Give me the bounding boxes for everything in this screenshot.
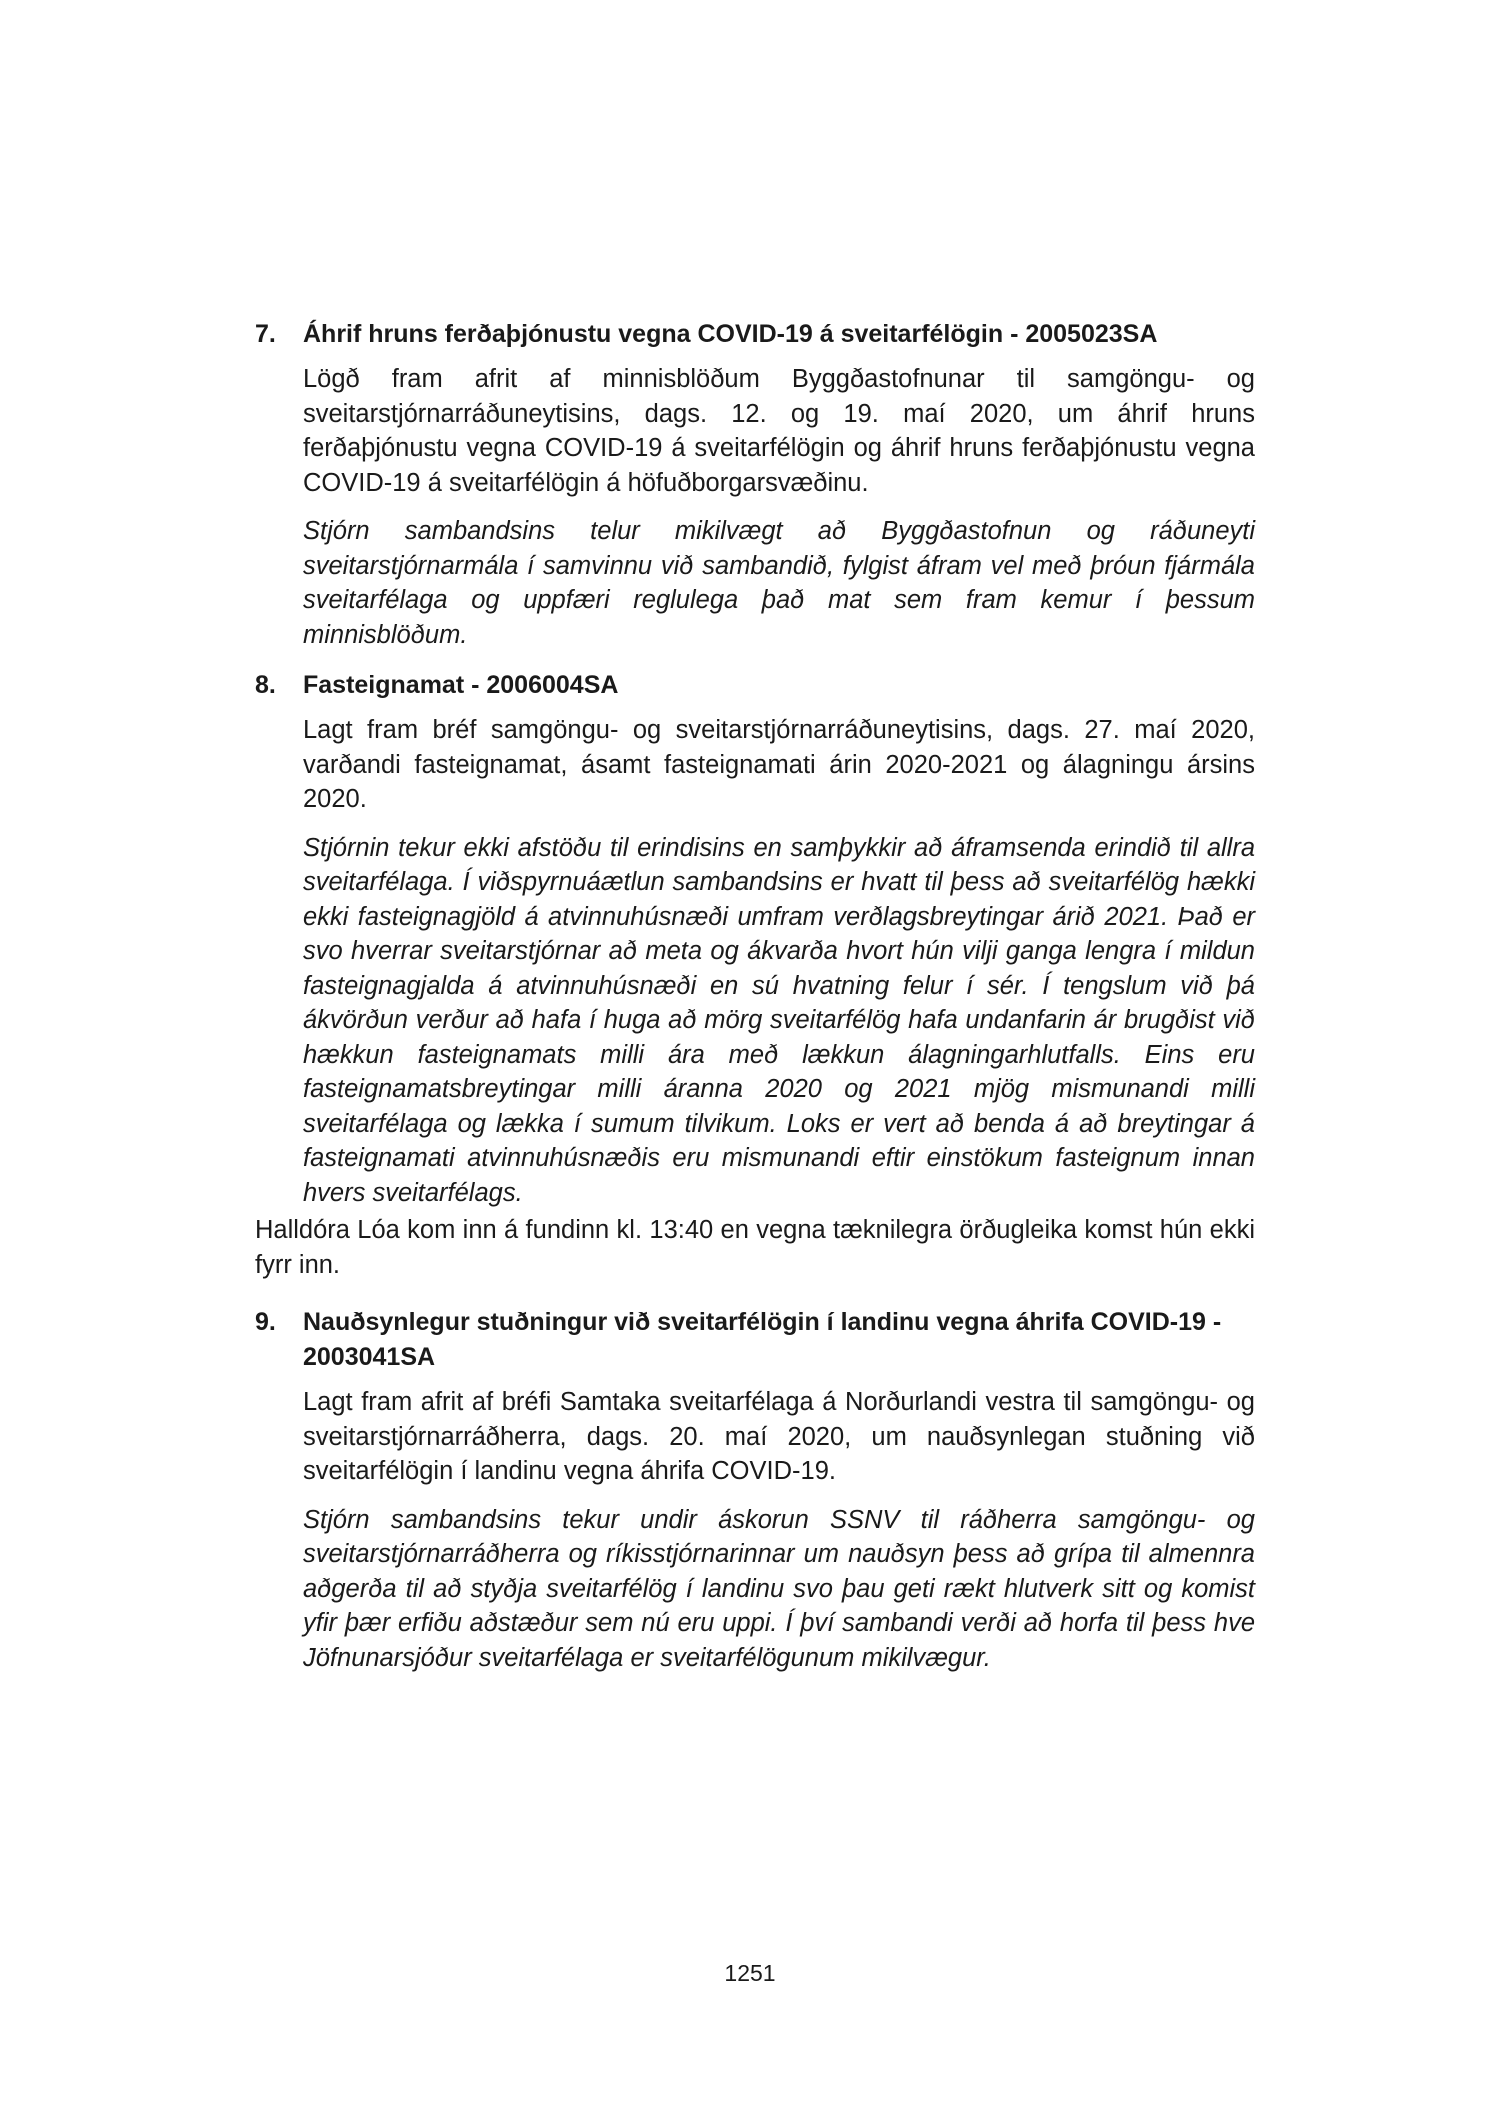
- agenda-item-heading: [255, 668, 1255, 703]
- agenda-item-heading: [255, 1305, 1255, 1375]
- agenda-item-heading: [255, 317, 1255, 352]
- item-title: Nauðsynlegur stuðningur við sveitarfélögin í landinu vegna áhrifa COVID-19 - 2003041SA: [303, 1308, 1222, 1371]
- item-number: 9.: [255, 1308, 276, 1336]
- item-number: 7.: [255, 320, 276, 348]
- item-number: 8.: [255, 671, 276, 699]
- item-description: Lagt fram bréf samgöngu- og sveitarstjórnarráðuneytisins, dags. 27. maí 2020, varðandi fasteignamat, ásamt fasteignamati árin 2020-2021 og álagningu ársins 2020.: [303, 716, 1255, 813]
- item-description: Lögð fram afrit af minnisblöðum Byggðastofnunar til samgöngu- og sveitarstjórnarráðuneytisins, dags. 12. og 19. maí 2020, um áhrif hruns ferðaþjónustu vegna COVID-19 á sveitarfélögin og áhrif hruns ferðaþjónustu vegna COVID-19 á sveitarfélögin á höfuðborgarsvæðinu.: [303, 365, 1255, 497]
- page-number: 1251: [724, 1960, 776, 1986]
- item-description: Lagt fram afrit af bréfi Samtaka sveitarfélaga á Norðurlandi vestra til samgöngu- og sveitarstjórnarráðherra, dags. 20. maí 2020, um nauðsynlegan stuðning við sveitarfélögin í landinu vegna áhrifa COVID-19.: [303, 1388, 1255, 1485]
- agenda-item-8: [255, 668, 1255, 1210]
- item-decision: Stjórnin tekur ekki afstöðu til erindisins en samþykkir að áframsenda erindið til allra sveitarfélaga. Í viðspyrnuáætlun sambandsins er hvatt til þess að sveitarfélög hækki ekki fasteignagjöld á atvinnuhúsnæði umfram verðlagsbreytingar árið 2021. Það er svo hverrar sveitarstjórnar að meta og ákvarða hvort hún vilji ganga lengra í mildun fasteignagjalda á atvinnuhúsnæði en sú hvatning felur í sér. Í tengslum við þá ákvörðun verður að hafa í huga að mörg sveitarfélög hafa undanfarin ár brugðist við hækkun fasteignamats milli ára með lækkun álagningarhlutfalls. Eins eru fasteignamatsbreytingar milli áranna 2020 og 2021 mjög mismunandi milli sveitarfélaga og lækka í sumum tilvikum. Loks er vert að benda á að breytingar á fasteignamati atvinnuhúsnæðis eru mismunandi eftir einstökum fasteignum innan hvers sveitarfélags.: [303, 833, 1255, 1207]
- item-decision: Stjórn sambandsins tekur undir áskorun SSNV til ráðherra samgöngu- og sveitarstjórnarráðherra og ríkisstjórnarinnar um nauðsyn þess að grípa til almennra aðgerða til að styðja sveitarfélög í landinu svo þau geti rækt hlutverk sitt og komist yfir þær erfiðu aðstæður sem nú eru uppi. Í því sambandi verði að horfa til þess hve Jöfnunarsjóður sveitarfélaga er sveitarfélögunum mikilvægur.: [303, 1505, 1255, 1672]
- agenda-item-7: [255, 317, 1255, 652]
- item-title: Áhrif hruns ferðaþjónustu vegna COVID-19 á sveitarfélögin - 2005023SA: [303, 320, 1158, 348]
- agenda-item-9: [255, 1305, 1255, 1675]
- item-decision: Stjórn sambandsins telur mikilvægt að Byggðastofnun og ráðuneyti sveitarstjórnarmála í samvinnu við sambandið, fylgist áfram vel með þróun fjármála sveitarfélaga og uppfæri reglulega það mat sem fram kemur í þessum minnisblöðum.: [303, 517, 1255, 649]
- item-title: Fasteignamat - 2006004SA: [303, 671, 619, 699]
- attendance-note: Halldóra Lóa kom inn á fundinn kl. 13:40 en vegna tæknilegra örðugleika komst hún ekki fyrr inn.: [255, 1216, 1255, 1279]
